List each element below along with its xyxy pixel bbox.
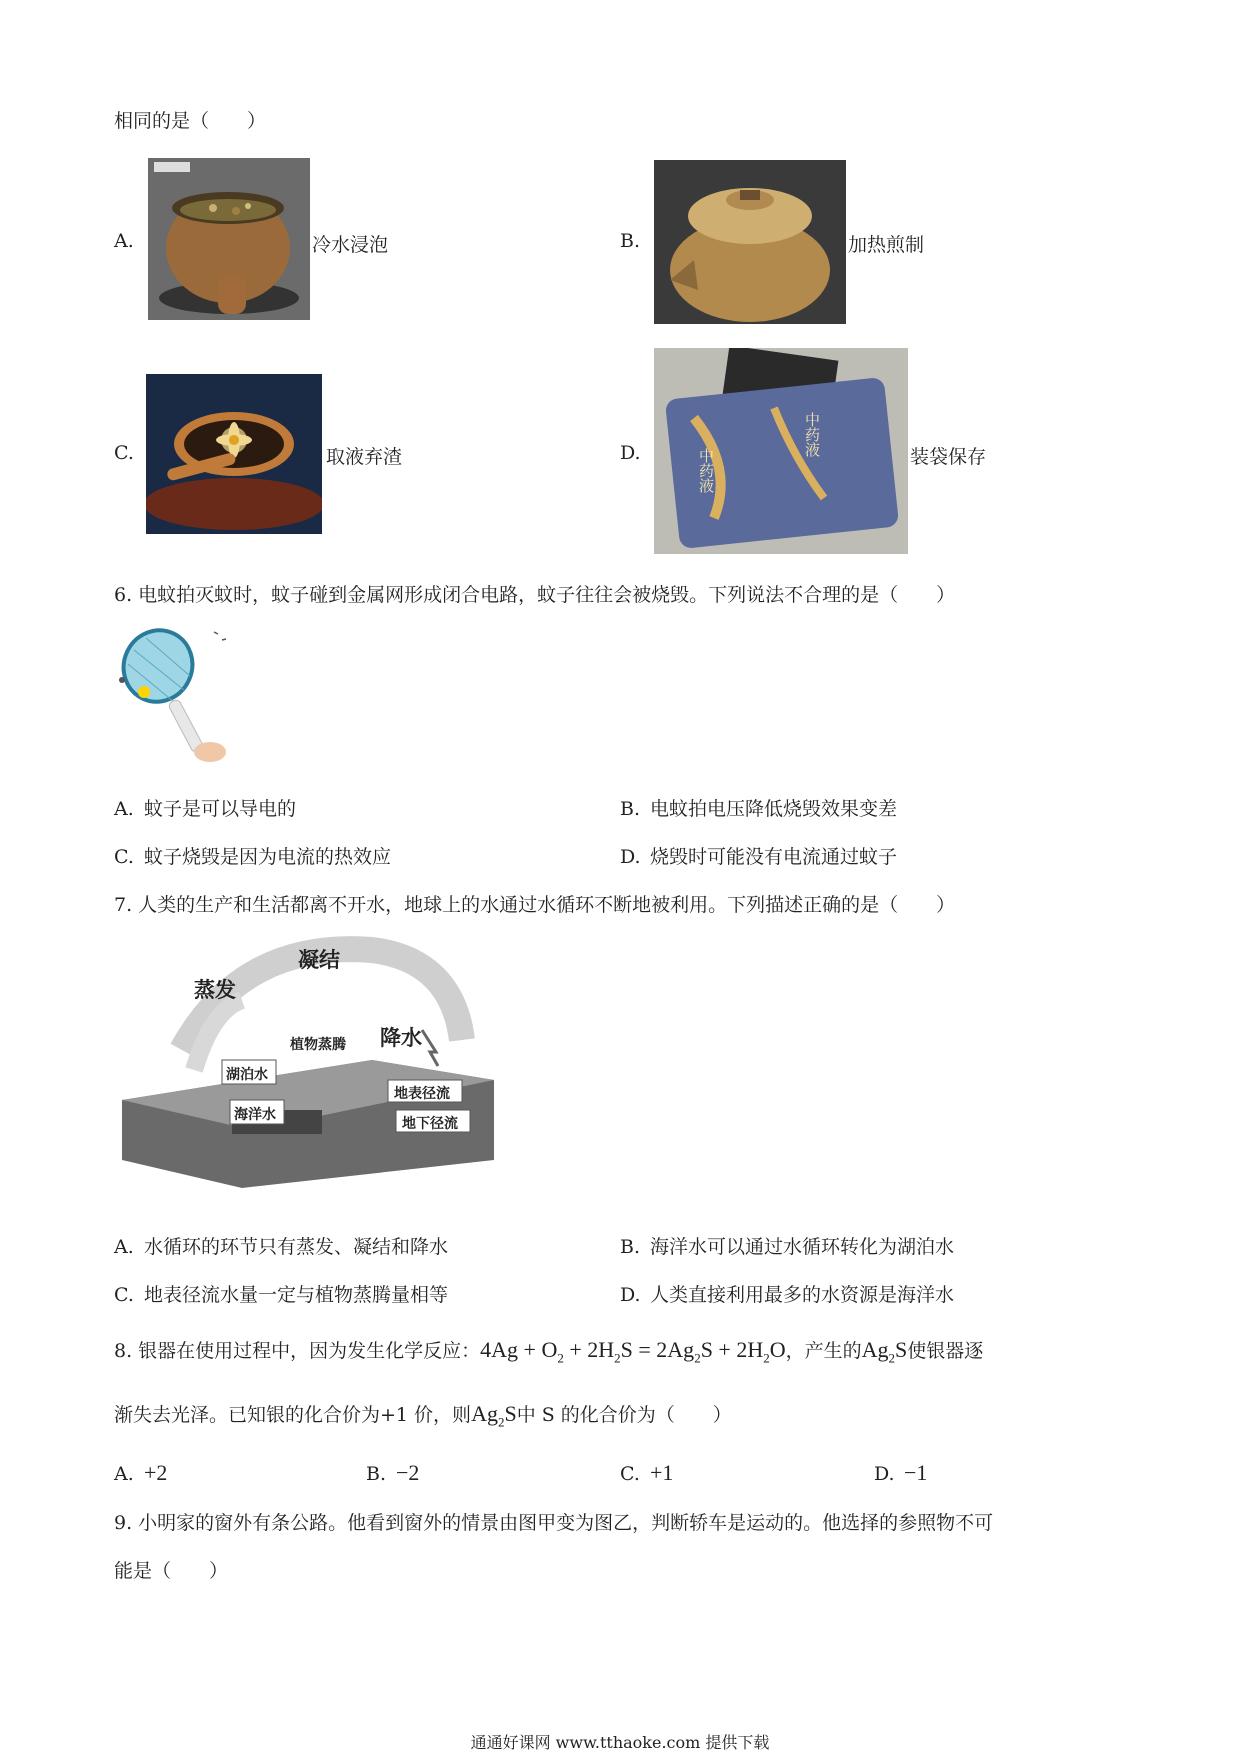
label-ocean: 海洋水 bbox=[234, 1107, 276, 1123]
q5-option-a-letter: A. bbox=[114, 230, 134, 252]
q7-stem: 7. 人类的生产和生活都离不开水，地球上的水通过水循环不断地被利用。下列描述正确的是（ ） bbox=[114, 894, 956, 916]
medicine-bag-image bbox=[654, 348, 908, 554]
strainer-image bbox=[146, 374, 322, 534]
q8-option-d: D. −1 bbox=[874, 1460, 928, 1485]
q9-stem-line2: 能是（ ） bbox=[114, 1560, 229, 1582]
q7-option-a: A. 水循环的环节只有蒸发、凝结和降水 bbox=[114, 1236, 449, 1258]
q6-option-d: D. 烧毁时可能没有电流通过蚊子 bbox=[620, 846, 898, 868]
q7-option-d: D. 人类直接利用最多的水资源是海洋水 bbox=[620, 1284, 955, 1306]
q5-option-c-letter: C. bbox=[114, 442, 134, 464]
silver-sulfide-formula: $Ag_2S$ bbox=[861, 1337, 908, 1366]
q7-option-b: B. 海洋水可以通过水循环转化为湖泊水 bbox=[620, 1236, 955, 1258]
q6-option-b: B. 电蚊拍电压降低烧毁效果变差 bbox=[620, 798, 898, 820]
clay-pot-heating-image bbox=[654, 160, 846, 324]
clay-pot-soaking-image bbox=[148, 158, 310, 320]
q5-option-b-letter: B. bbox=[620, 230, 641, 252]
q6-stem: 6. 电蚊拍灭蚊时，蚊子碰到金属网形成闭合电路，蚊子往往会被烧毁。下列说法不合理的是（ ） bbox=[114, 584, 956, 606]
bag-text-1: 中药液 bbox=[803, 412, 821, 457]
label-evaporate: 蒸发 bbox=[194, 977, 236, 1002]
q5-option-d-label: 装袋保存 bbox=[910, 446, 987, 468]
q5-option-b-label: 加热煎制 bbox=[848, 234, 925, 256]
label-surface: 地表径流 bbox=[394, 1086, 450, 1102]
q5-option-a-label: 冷水浸泡 bbox=[312, 234, 389, 256]
q8-stem-line1: 8. 银器在使用过程中，因为发生化学反应：$4Ag + O_2 + 2H_2S = 2Ag_2S + 2H_2O$，产生的$Ag_2S$使银器逐 bbox=[114, 1337, 984, 1366]
q7-option-c: C. 地表径流水量一定与植物蒸腾量相等 bbox=[114, 1284, 449, 1306]
label-condense: 凝结 bbox=[298, 947, 340, 972]
q6-option-c: C. 蚊子烧毁是因为电流的热效应 bbox=[114, 846, 392, 868]
q5-stem: 相同的是（ ） bbox=[114, 110, 267, 132]
label-lake: 湖泊水 bbox=[226, 1067, 268, 1083]
page-footer: 通通好课网 www.tthaoke.com 提供下载 bbox=[470, 1733, 770, 1752]
label-precip: 降水 bbox=[380, 1025, 422, 1050]
bag-text-2: 中药液 bbox=[697, 448, 715, 493]
q8-option-c: C. +1 bbox=[620, 1460, 674, 1485]
water-cycle-diagram bbox=[122, 930, 494, 1188]
q8-stem-line2: 渐失去光泽。已知银的化合价为+1 价，则$Ag_2S$中 S 的化合价为（ ） bbox=[114, 1401, 732, 1430]
q8-option-b: B. −2 bbox=[366, 1460, 420, 1485]
q5-option-c-label: 取液弃渣 bbox=[326, 446, 403, 468]
q9-stem-line1: 9. 小明家的窗外有条公路。他看到窗外的情景由图甲变为图乙，判断轿车是运动的。他选择的参照物不可 bbox=[114, 1512, 994, 1534]
reaction-equation: $4Ag + O_2 + 2H_2S = 2Ag_2S + 2H_2O$ bbox=[480, 1337, 786, 1366]
q6-option-a: A. 蚊子是可以导电的 bbox=[114, 798, 297, 820]
label-ground: 地下径流 bbox=[402, 1116, 458, 1132]
label-transpire: 植物蒸腾 bbox=[290, 1037, 346, 1053]
q8-option-a: A. +2 bbox=[114, 1460, 168, 1485]
q5-option-d-letter: D. bbox=[620, 442, 641, 464]
mosquito-swatter-image bbox=[114, 620, 244, 766]
silver-sulfide-formula-2: $Ag_2S$ bbox=[471, 1401, 517, 1430]
